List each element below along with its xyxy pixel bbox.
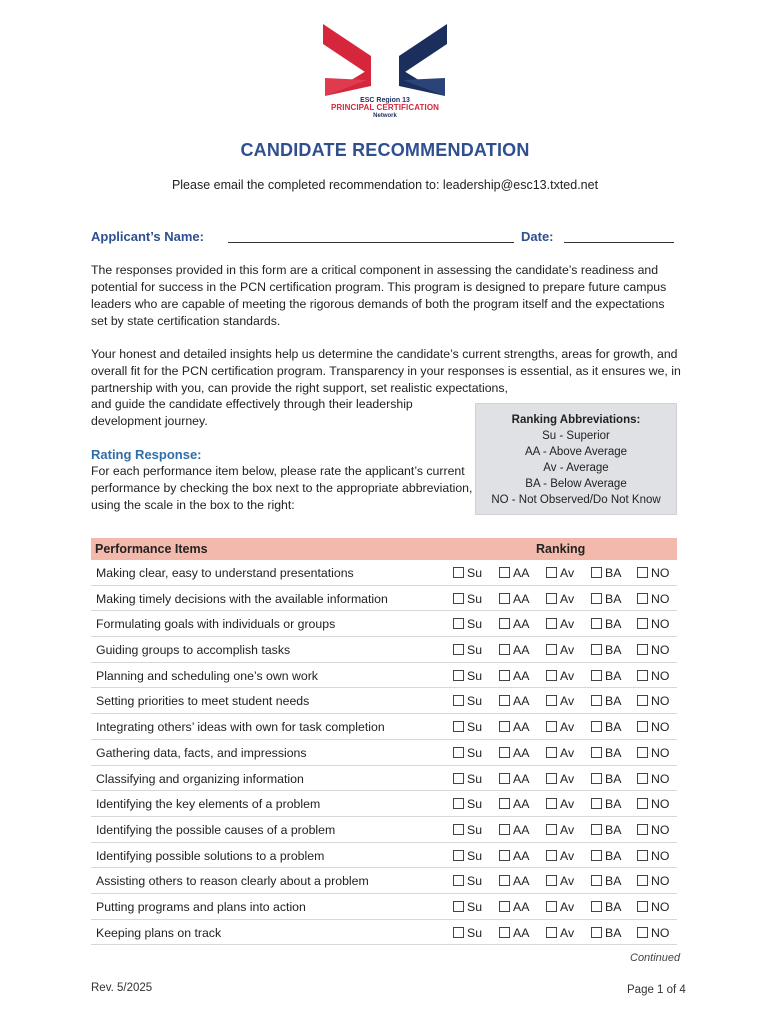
checkbox[interactable] [637, 695, 648, 706]
checkbox[interactable] [546, 618, 557, 629]
rank-option [499, 617, 529, 631]
rank-option-label: AA [513, 848, 530, 863]
rank-option [637, 900, 669, 914]
rank-option-label: BA [605, 771, 622, 786]
checkbox[interactable] [637, 901, 648, 912]
checkbox[interactable] [546, 824, 557, 835]
rank-option-label: Av [560, 771, 575, 786]
logo-red-top-wing [323, 24, 371, 76]
rank-option-label: NO [651, 694, 670, 709]
rank-option-label: NO [651, 617, 670, 632]
intro-paragraph-2-end: and guide the candidate effectively through their leadership development journey. [91, 397, 413, 428]
rank-option [453, 643, 482, 657]
table-row [91, 791, 677, 817]
checkbox[interactable] [546, 747, 557, 758]
table-row [91, 560, 677, 586]
rank-option-label: Su [467, 822, 483, 837]
rank-option-label: BA [605, 848, 622, 863]
checkbox[interactable] [499, 850, 510, 861]
performance-item: Gathering data, facts, and impressions [96, 745, 307, 760]
rank-option-label: NO [651, 822, 670, 837]
rank-option [591, 617, 621, 631]
rank-option [453, 592, 482, 606]
checkbox[interactable] [453, 695, 464, 706]
rank-option [591, 772, 621, 786]
checkbox[interactable] [499, 593, 510, 604]
table-row [91, 740, 677, 766]
rank-option-label: Su [467, 745, 483, 760]
checkbox[interactable] [453, 875, 464, 886]
rank-option [546, 823, 574, 837]
performance-item: Identifying the key elements of a problem [96, 797, 321, 812]
rank-option [499, 669, 529, 683]
checkbox[interactable] [546, 567, 557, 578]
rank-option [453, 694, 482, 708]
checkbox[interactable] [637, 798, 648, 809]
logo-line-1: ESC Region 13 [360, 97, 410, 104]
continued-note: Continued [630, 952, 681, 964]
table-row [91, 868, 677, 894]
rank-option [637, 772, 669, 786]
checkbox[interactable] [499, 644, 510, 655]
checkbox[interactable] [637, 618, 648, 629]
rating-response-instructions: For each performance item below, please rate the applicant’s current performance by checking the box next to the appropriate abbreviation, using the scale in the box to the right: [91, 464, 473, 512]
rank-option-label: Av [560, 617, 575, 632]
rank-option-label: NO [651, 848, 670, 863]
rank-option-label: NO [651, 745, 670, 760]
col-ranking: Ranking [536, 542, 586, 556]
rank-option [546, 746, 574, 760]
rank-option-label: BA [605, 874, 622, 889]
intro-paragraph-1: The responses provided in this form are a critical component in assessing the candidate’s readiness and potential for success in the PCN certification program. This program is designed to prepare future campus leaders who are capable of meeting the rigorous demands of both the program itself and the expectations set by state certification standards. [91, 263, 667, 328]
logo-text [305, 97, 465, 119]
checkbox[interactable] [546, 644, 557, 655]
rank-option-label: Su [467, 591, 483, 606]
rank-option [591, 592, 621, 606]
checkbox[interactable] [591, 901, 602, 912]
checkbox[interactable] [499, 670, 510, 681]
ranking-line: Av - Average [543, 462, 609, 474]
ranking-line: AA - Above Average [524, 446, 628, 458]
rank-option-label: Av [560, 591, 575, 606]
applicant-name-label: Applicant’s Name: [91, 229, 204, 244]
checkbox[interactable] [453, 747, 464, 758]
rank-option-label: NO [651, 771, 670, 786]
rank-option [453, 772, 482, 786]
rank-option [637, 926, 669, 940]
rank-option [499, 566, 529, 580]
checkbox[interactable] [453, 721, 464, 732]
rank-option-label: BA [605, 694, 622, 709]
rank-option-label: Av [560, 643, 575, 658]
table-row [91, 843, 677, 869]
rank-option-label: Av [560, 899, 575, 914]
rank-option [637, 874, 669, 888]
checkbox[interactable] [637, 747, 648, 758]
rank-option [499, 849, 529, 863]
rank-option [591, 823, 621, 837]
rank-option [637, 746, 669, 760]
revision-date: Rev. 5/2025 [91, 982, 153, 994]
col-performance-items: Performance Items [95, 542, 208, 556]
rank-option [499, 823, 529, 837]
rank-option-label: AA [513, 566, 530, 580]
checkbox[interactable] [591, 644, 602, 655]
checkbox[interactable] [546, 875, 557, 886]
rank-option-label: Su [467, 617, 483, 632]
checkbox[interactable] [637, 593, 648, 604]
table-row [91, 714, 677, 740]
checkbox[interactable] [453, 850, 464, 861]
rank-option [591, 669, 621, 683]
rank-option-label: NO [651, 566, 670, 580]
rank-option [453, 823, 482, 837]
rank-option [546, 592, 574, 606]
performance-item: Identifying the possible causes of a problem [96, 822, 336, 837]
rank-option-label: Su [467, 899, 483, 914]
rank-option-label: Av [560, 925, 575, 940]
checkbox[interactable] [453, 798, 464, 809]
rank-option-label: AA [513, 797, 530, 812]
performance-item: Integrating others’ ideas with own for task completion [96, 720, 385, 735]
rank-option-label: BA [605, 899, 622, 914]
checkbox[interactable] [637, 644, 648, 655]
rank-option-label: NO [651, 668, 670, 683]
rank-option-label: NO [651, 720, 670, 735]
rank-option-label: BA [605, 822, 622, 837]
rank-option [499, 772, 529, 786]
checkbox[interactable] [499, 798, 510, 809]
rank-option [453, 617, 482, 631]
rank-option [637, 797, 669, 811]
rank-option [499, 720, 529, 734]
rank-option-label: Av [560, 720, 575, 735]
checkbox[interactable] [591, 567, 602, 578]
checkbox[interactable] [499, 747, 510, 758]
rank-option-label: NO [651, 925, 670, 940]
checkbox[interactable] [591, 875, 602, 886]
checkbox[interactable] [499, 901, 510, 912]
checkbox[interactable] [637, 824, 648, 835]
rank-option [453, 900, 482, 914]
rank-option [637, 592, 669, 606]
table-row [91, 920, 677, 946]
rank-option-label: BA [605, 720, 622, 735]
checkbox[interactable] [591, 824, 602, 835]
table-body [91, 560, 677, 945]
checkbox[interactable] [499, 567, 510, 578]
checkbox[interactable] [591, 747, 602, 758]
checkbox[interactable] [453, 644, 464, 655]
rank-option-label: BA [605, 643, 622, 658]
checkbox[interactable] [453, 901, 464, 912]
checkbox[interactable] [546, 721, 557, 732]
checkbox[interactable] [499, 875, 510, 886]
rank-option [453, 720, 482, 734]
ranking-line: BA - Below Average [525, 478, 627, 490]
rank-option [591, 694, 621, 708]
checkbox[interactable] [453, 773, 464, 784]
rank-option-label: BA [605, 745, 622, 760]
checkbox[interactable] [591, 670, 602, 681]
table-row [91, 611, 677, 637]
performance-item: Planning and scheduling one’s own work [96, 668, 318, 683]
rank-option-label: NO [651, 797, 670, 812]
rank-option [591, 643, 621, 657]
rank-option-label: NO [651, 899, 670, 914]
checkbox[interactable] [591, 721, 602, 732]
rank-option [499, 874, 529, 888]
checkbox[interactable] [591, 927, 602, 938]
table-row [91, 817, 677, 843]
checkbox[interactable] [499, 824, 510, 835]
rank-option [453, 874, 482, 888]
rank-option [637, 720, 669, 734]
rank-option-label: BA [605, 591, 622, 606]
rank-option [546, 797, 574, 811]
checkbox[interactable] [546, 773, 557, 784]
rank-option [591, 746, 621, 760]
performance-item: Making timely decisions with the available information [96, 591, 388, 606]
date-field[interactable] [564, 242, 674, 243]
email-instruction: Please email the completed recommendation to: leadership@esc13.txted.net [171, 178, 599, 192]
rank-option [637, 694, 669, 708]
rank-option [637, 643, 669, 657]
performance-item: Formulating goals with individuals or groups [96, 617, 336, 632]
checkbox[interactable] [591, 695, 602, 706]
table-row [91, 586, 677, 612]
performance-item: Putting programs and plans into action [96, 899, 306, 914]
checkbox[interactable] [453, 824, 464, 835]
rank-option [637, 566, 669, 580]
rank-option-label: Av [560, 848, 575, 863]
table-row [91, 766, 677, 792]
rank-option [546, 772, 574, 786]
rank-option-label: BA [605, 617, 622, 632]
rank-option [591, 720, 621, 734]
rank-option [546, 874, 574, 888]
ranking-box-title: Ranking Abbreviations: [511, 414, 641, 426]
table-row [91, 637, 677, 663]
rank-option-label: Av [560, 694, 575, 709]
checkbox[interactable] [546, 901, 557, 912]
rank-option [453, 797, 482, 811]
performance-item: Setting priorities to meet student needs [96, 694, 310, 709]
checkbox[interactable] [546, 695, 557, 706]
rank-option-label: BA [605, 925, 622, 940]
rank-option-label: Av [560, 797, 575, 812]
rank-option [546, 900, 574, 914]
rank-option [499, 746, 529, 760]
rank-option [546, 720, 574, 734]
rank-option-label: AA [513, 617, 530, 632]
performance-item: Assisting others to reason clearly about a problem [96, 874, 369, 889]
rank-option [546, 617, 574, 631]
rank-option [499, 643, 529, 657]
checkbox[interactable] [637, 773, 648, 784]
checkbox[interactable] [637, 850, 648, 861]
rank-option [499, 592, 529, 606]
table-row [91, 663, 677, 689]
checkbox[interactable] [546, 850, 557, 861]
rank-option-label: AA [513, 771, 530, 786]
table-row [91, 894, 677, 920]
rank-option [591, 874, 621, 888]
rank-option [499, 926, 529, 940]
rank-option-label: Av [560, 822, 575, 837]
rank-option-label: Su [467, 694, 483, 709]
rank-option-label: Av [560, 668, 575, 683]
rank-option-label: AA [513, 720, 530, 735]
performance-table [91, 538, 677, 945]
checkbox[interactable] [637, 875, 648, 886]
logo-line-3: Network [373, 112, 397, 119]
checkbox[interactable] [591, 593, 602, 604]
checkbox[interactable] [637, 567, 648, 578]
ranking-line: Su - Superior [542, 430, 610, 442]
rank-option-label: Su [467, 566, 483, 580]
checkbox[interactable] [453, 593, 464, 604]
rank-option-label: Av [560, 874, 575, 889]
rank-option [591, 900, 621, 914]
rank-option-label: BA [605, 668, 622, 683]
checkbox[interactable] [453, 670, 464, 681]
rank-option-label: AA [513, 694, 530, 709]
rank-option [453, 746, 482, 760]
rank-option-label: AA [513, 745, 530, 760]
checkbox[interactable] [546, 670, 557, 681]
rank-option [453, 926, 482, 940]
rank-option-label: Su [467, 643, 483, 658]
performance-item: Making clear, easy to understand presentations [96, 566, 354, 580]
rank-option [546, 694, 574, 708]
checkbox[interactable] [637, 927, 648, 938]
performance-item: Identifying possible solutions to a problem [96, 848, 325, 863]
page-title: CANDIDATE RECOMMENDATION [240, 140, 530, 160]
rank-option [453, 849, 482, 863]
rank-option-label: Su [467, 925, 483, 940]
rank-option [591, 926, 621, 940]
rank-option-label: Su [467, 771, 483, 786]
rank-option [591, 797, 621, 811]
rank-option-label: AA [513, 591, 530, 606]
checkbox[interactable] [499, 618, 510, 629]
rank-option-label: Su [467, 874, 483, 889]
rank-option-label: Su [467, 668, 483, 683]
rank-option [591, 849, 621, 863]
rank-option-label: Su [467, 848, 483, 863]
checkbox[interactable] [453, 618, 464, 629]
rank-option-label: Su [467, 797, 483, 812]
checkbox[interactable] [591, 773, 602, 784]
rank-option-label: AA [513, 822, 530, 837]
checkbox[interactable] [499, 721, 510, 732]
rank-option-label: NO [651, 591, 670, 606]
rank-option-label: NO [651, 643, 670, 658]
rank-option [546, 643, 574, 657]
logo-navy-top-wing [399, 24, 447, 76]
checkbox[interactable] [546, 798, 557, 809]
checkbox[interactable] [546, 593, 557, 604]
performance-item: Guiding groups to accomplish tasks [96, 643, 291, 658]
rank-option-label: AA [513, 874, 530, 889]
rank-option [546, 926, 574, 940]
rating-response-heading: Rating Response: [91, 447, 202, 462]
rank-option [499, 797, 529, 811]
rank-option-label: AA [513, 899, 530, 914]
rank-option-label: BA [605, 566, 622, 580]
checkbox[interactable] [591, 798, 602, 809]
rank-option [637, 669, 669, 683]
checkbox[interactable] [453, 567, 464, 578]
rank-option-label: BA [605, 797, 622, 812]
rank-option-label: Av [560, 566, 575, 580]
applicant-name-field[interactable] [228, 242, 514, 243]
rank-option-label: AA [513, 925, 530, 940]
checkbox[interactable] [637, 670, 648, 681]
page-number: Page 1 of 4 [627, 984, 686, 996]
table-row [91, 688, 677, 714]
performance-item: Keeping plans on track [96, 925, 222, 940]
checkbox[interactable] [591, 850, 602, 861]
checkbox[interactable] [546, 927, 557, 938]
ranking-abbreviations-box [475, 403, 677, 515]
rank-option [546, 669, 574, 683]
checkbox[interactable] [499, 695, 510, 706]
applicant-row [91, 229, 676, 247]
checkbox[interactable] [637, 721, 648, 732]
rank-option [546, 566, 574, 580]
intro-paragraph-2: Your honest and detailed insights help us determine the candidate’s current strengths, areas for growth, and overall fit for the PCN certification program. Transparency in your responses is essential, as it ensures we, in partnership with you, can provide the right support, set realistic expectations, [91, 347, 681, 395]
rank-option-label: AA [513, 643, 530, 658]
logo-line-2: PRINCIPAL CERTIFICATION [330, 103, 440, 113]
rank-option [499, 900, 529, 914]
checkbox[interactable] [499, 773, 510, 784]
rank-option [637, 849, 669, 863]
table-header [91, 538, 677, 560]
rank-option-label: Su [467, 720, 483, 735]
rank-option [637, 823, 669, 837]
rank-option [453, 566, 482, 580]
rank-option [453, 669, 482, 683]
rank-option-label: Av [560, 745, 575, 760]
performance-item: Classifying and organizing information [96, 771, 304, 786]
rank-option [637, 617, 669, 631]
rank-option [499, 694, 529, 708]
rank-option [591, 566, 621, 580]
rank-option-label: NO [651, 874, 670, 889]
ranking-line: NO - Not Observed/Do Not Know [491, 494, 661, 506]
checkbox[interactable] [499, 927, 510, 938]
checkbox[interactable] [453, 927, 464, 938]
rank-option [546, 849, 574, 863]
date-label: Date: [521, 229, 554, 244]
rank-option-label: AA [513, 668, 530, 683]
checkbox[interactable] [591, 618, 602, 629]
